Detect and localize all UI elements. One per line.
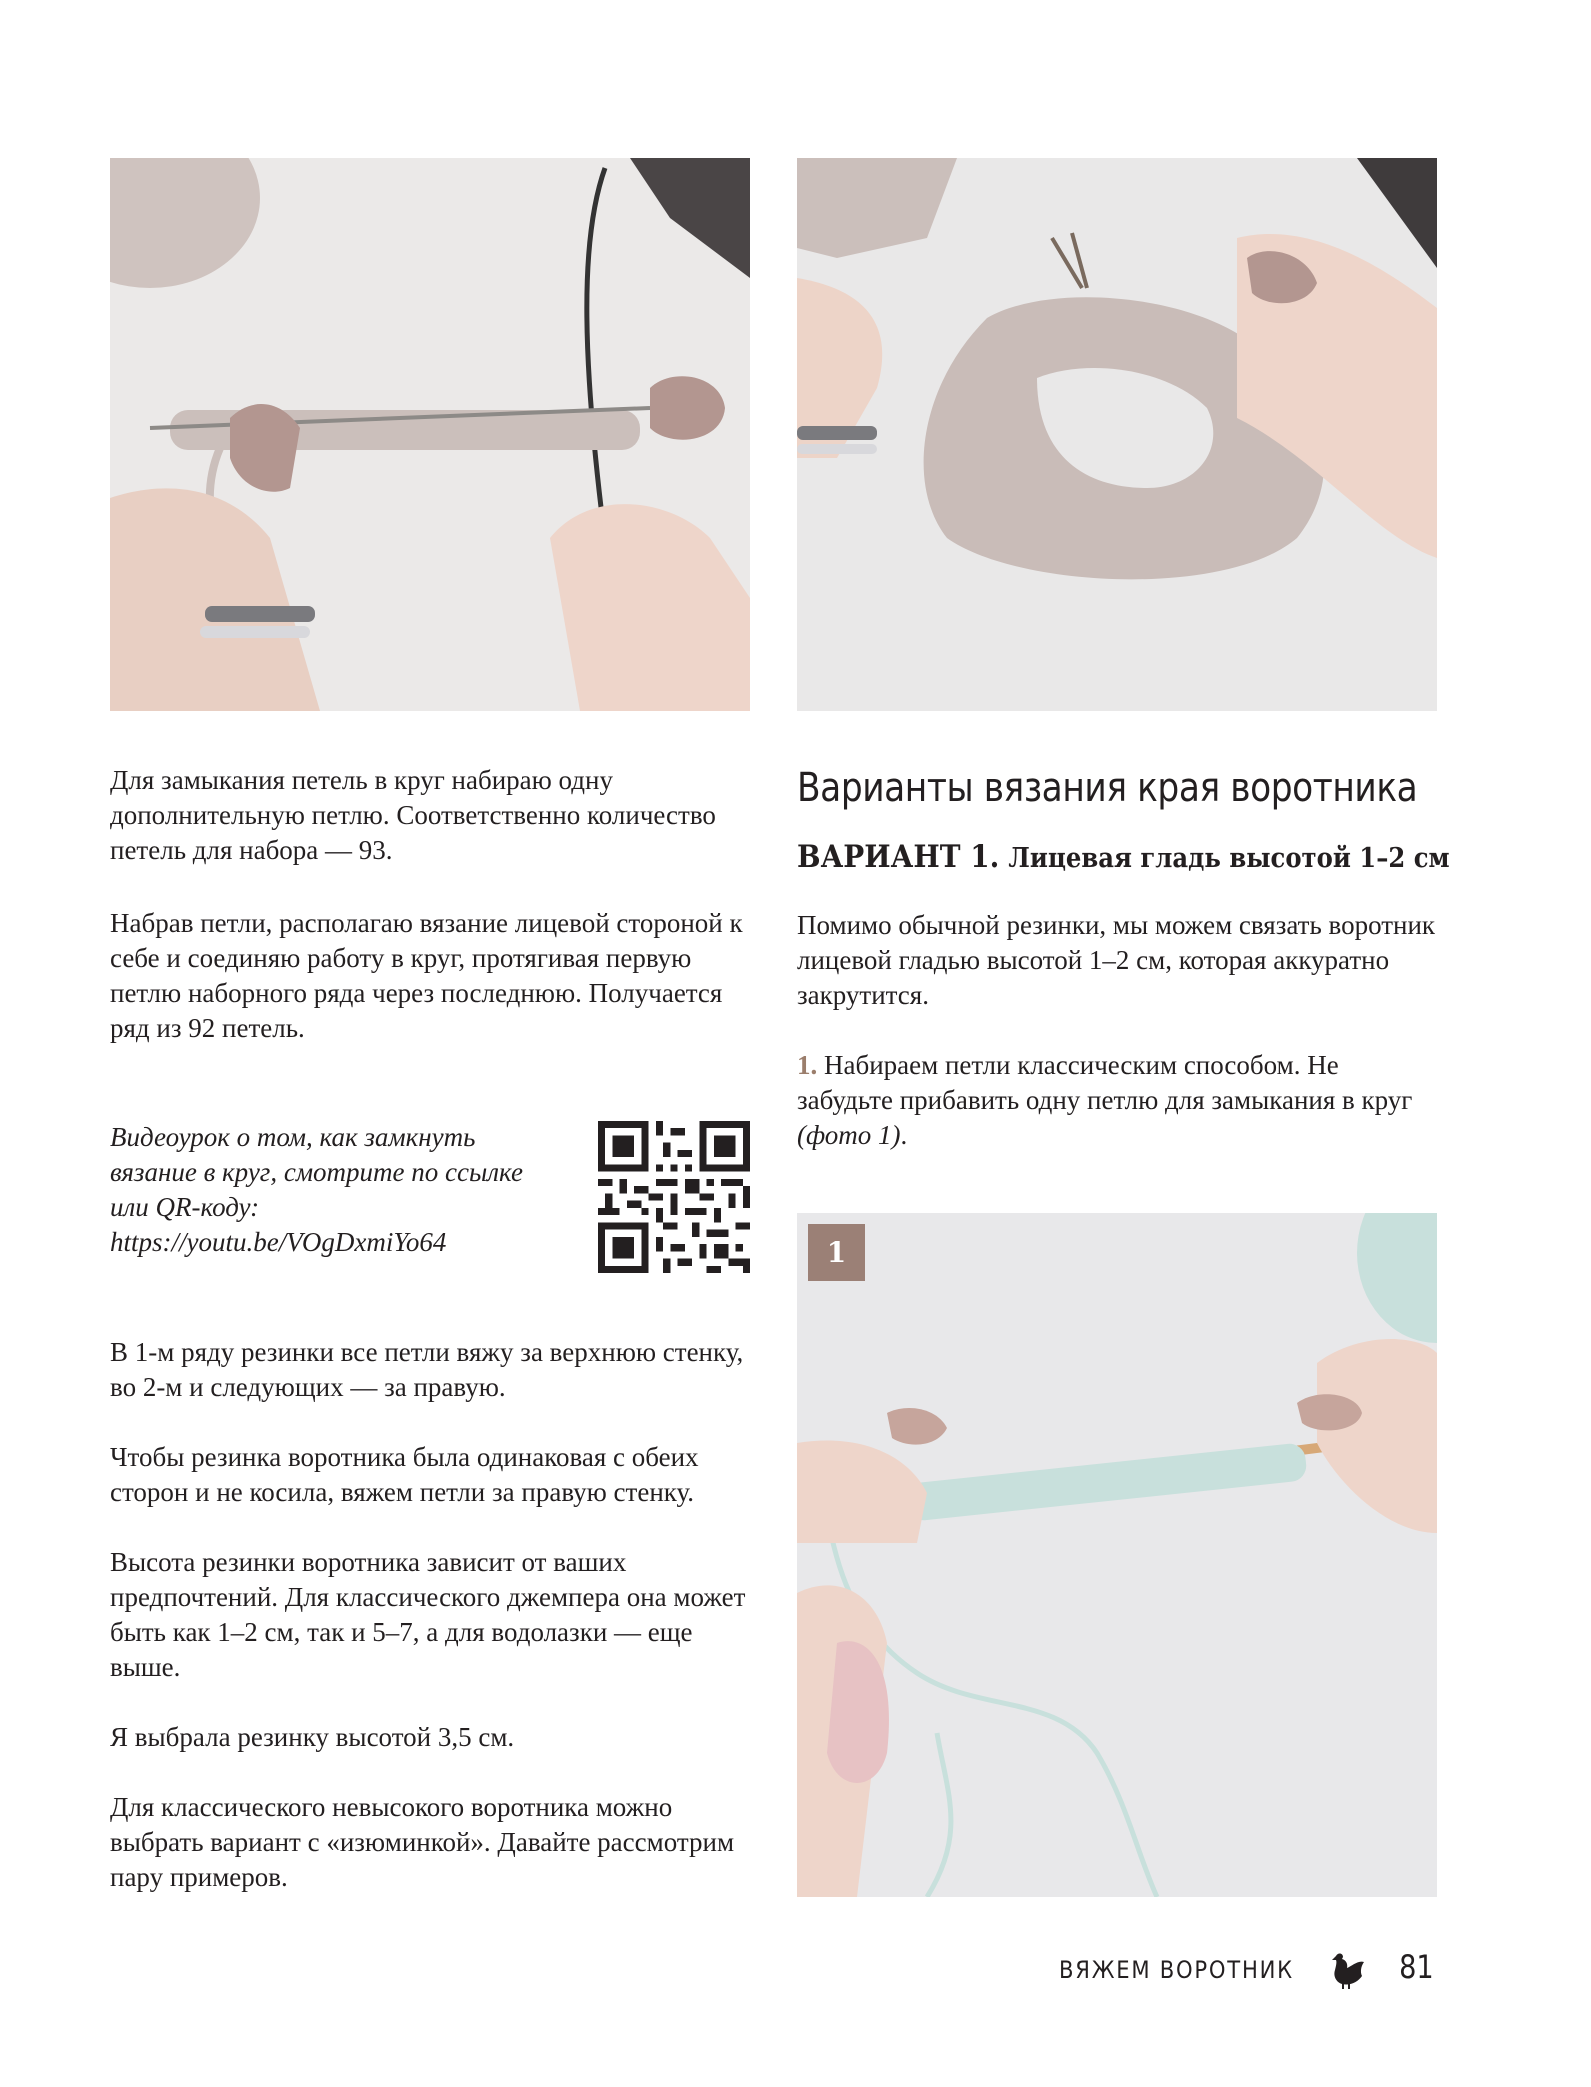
photo-number-badge: 1 (808, 1224, 865, 1281)
paragraph-right-wall: Чтобы резинка воротника была одинаковая с обеих сторон и не косила, вяжем петли за правую стенку. (110, 1442, 699, 1507)
paragraph-stockinette-intro: Помимо обычной резинки, мы можем связать воротник лицевой гладью высотой 1–2 см, которая аккуратно закрутится. (797, 910, 1436, 1010)
step-1 (797, 1048, 1437, 1153)
photo-1-cast-on (797, 1213, 1437, 1897)
variant-number: ВАРИАНТ 1. (797, 839, 1000, 875)
photo-cast-on (110, 158, 750, 711)
photo-join-round (797, 158, 1437, 711)
video-link[interactable]: https://youtu.be/VOgDxmiYo64 (110, 1227, 447, 1257)
paragraph-extra-loop: Для замыкания петель в круг набираю одну дополнительную петлю. Соответственно количество петель для набора — 93. (110, 765, 716, 865)
qr-code[interactable] (598, 1121, 750, 1273)
paragraphs-block (110, 1335, 750, 1895)
video-note-text: Видеоурок о том, как замкнуть вязание в круг, смотрите по ссылке или QR-коду: (110, 1122, 524, 1222)
section-title: Варианты вязания края воротника (797, 765, 1418, 811)
step-end: . (900, 1120, 908, 1150)
variant-title: Лицевая гладь высотой 1–2 см (1008, 843, 1450, 874)
paragraph-join-round: Набрав петли, располагаю вязание лицевой стороной к себе и соединяю работу в круг, протягивая первую петлю наборного ряда через последнюю. Получается ряд из 92 петель. (110, 908, 743, 1043)
step-number: 1. (797, 1050, 818, 1080)
hen-icon (1328, 1950, 1366, 1990)
variant-heading (797, 839, 1450, 877)
running-header: ВЯЖЕМ ВОРОТНИК (1059, 1956, 1294, 1984)
page-number: 81 (1399, 1948, 1434, 1986)
page-footer (1000, 1946, 1440, 1996)
photo-reference: (фото 1) (797, 1120, 901, 1150)
paragraph-variant-intro: Для классического невысокого воротника можно выбрать вариант с «изюминкой». Давайте рассмотрим пару примеров. (110, 1792, 735, 1892)
step-text: Набираем петли классическим способом. Не забудьте прибавить одну петлю для замыкания в круг (797, 1050, 1413, 1115)
paragraph-first-row: В 1-м ряду резинки все петли вяжу за верхнюю стенку, во 2-м и следующих — за правую. (110, 1337, 744, 1402)
paragraph-chosen-height: Я выбрала резинку высотой 3,5 см. (110, 1722, 515, 1752)
paragraph-height-preference: Высота резинки воротника зависит от ваших предпочтений. Для классического джемпера она может быть как 1–2 см, так и 5–7, а для водолазки — еще выше. (110, 1547, 746, 1682)
video-note (110, 1120, 550, 1260)
